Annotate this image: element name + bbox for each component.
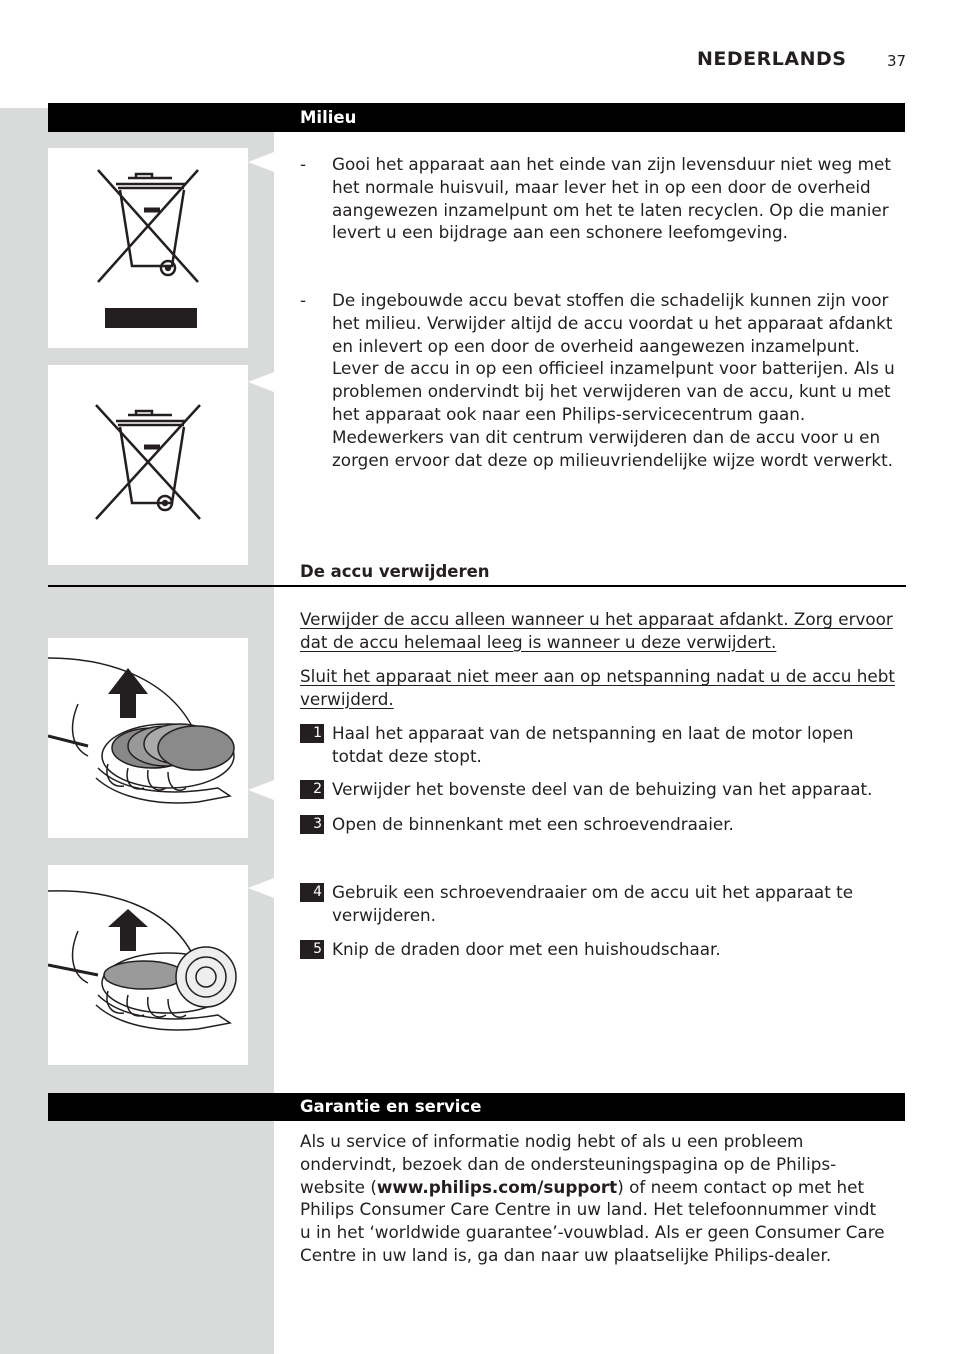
- accu-warning-1: Verwijder de accu alleen wanneer u het apparaat afdankt. Zorg ervoor dat de accu helemaal leeg is wanneer u deze verwijdert.: [300, 609, 893, 652]
- weee-figure: [48, 148, 248, 348]
- step-text: Knip de draden door met een huishoudschaar.: [332, 939, 721, 959]
- step-number: 1: [300, 724, 324, 743]
- figure-pointer: [248, 878, 274, 898]
- crossed-out-wheelie-bin-icon: [48, 148, 248, 348]
- shaver-remove-battery-illustration: [48, 865, 248, 1065]
- milieu-item-1: [300, 153, 895, 244]
- step-number: 2: [300, 780, 324, 799]
- page-number: 37: [887, 52, 907, 70]
- accu-heading-rule: [48, 585, 906, 587]
- milieu-item-1-text: Gooi het apparaat aan het einde van zijn levensduur niet weg met het normale huisvuil, maar lever het in op een door de overheid aangewezen inzamelpunt om het te laten recyclen. Op die manier levert u een bijdrage aan een schonere leefomgeving.: [332, 154, 891, 243]
- milieu-heading: Milieu: [300, 108, 357, 127]
- step-4: [300, 881, 900, 927]
- step-text: Open de binnenkant met een schroevendraaier.: [332, 814, 734, 834]
- accu-warning-2: Sluit het apparaat niet meer aan op netspanning nadat u de accu hebt verwijderd.: [300, 666, 895, 709]
- step-text: Haal het apparaat van de netspanning en laat de motor lopen totdat deze stopt.: [332, 723, 854, 766]
- battery-figure: [48, 365, 248, 565]
- milieu-item-2: [300, 289, 895, 471]
- language-header: NEDERLANDS: [697, 48, 847, 70]
- accu-heading: De accu verwijderen: [300, 562, 490, 581]
- garantie-text-before: Als u service of informatie nodig hebt of als u een probleem ondervindt, bezoek dan de ondersteuningspagina op de Philips-website (: [300, 1131, 837, 1197]
- step-text: Verwijder het bovenste deel van de behuizing van het apparaat.: [332, 779, 873, 799]
- step-number: 4: [300, 883, 324, 902]
- garantie-heading: Garantie en service: [300, 1097, 482, 1116]
- step-number: 5: [300, 940, 324, 959]
- step-text: Gebruik een schroevendraaier om de accu uit het apparaat te verwijderen.: [332, 882, 854, 925]
- figure-pointer: [248, 152, 274, 172]
- garantie-paragraph: [300, 1130, 890, 1267]
- list-dash: -: [300, 290, 307, 310]
- garantie-text-after: ) of neem contact op met het Philips Consumer Care Centre in uw land. Het telefoonnummer vindt u in het ‘worldwide guarantee’-vouwblad. Als er geen Consumer Care Centre in uw land is, ga dan naar uw plaatselijke Philips-dealer.: [300, 1176, 885, 1265]
- step-number: 3: [300, 815, 324, 834]
- step-1: [300, 722, 900, 768]
- step-figure-1: [48, 638, 248, 838]
- crossed-out-battery-bin-icon: [48, 365, 248, 565]
- milieu-heading-bar: [48, 103, 905, 132]
- support-url: www.philips.com/support: [376, 1176, 618, 1197]
- shaver-lift-cover-illustration: [48, 638, 248, 838]
- step-3: [300, 813, 900, 836]
- list-dash: -: [300, 154, 307, 174]
- milieu-item-2-text: De ingebouwde accu bevat stoffen die schadelijk kunnen zijn voor het milieu. Verwijder altijd de accu voordat u het apparaat afdankt en inlevert op een door de overheid aangewezen inzamelpunt. Lever de accu in op een officieel inzamelpunt voor batterijen. Als u problemen ondervindt bij het verwijderen van de accu, kunt u met het apparaat ook naar een Philips-servicecentrum gaan. Medewerkers van dit centrum verwijderen dan de accu voor u en zorgen ervoor dat deze op milieuvriendelijke wijze wordt verwerkt.: [332, 290, 895, 470]
- step-5: [300, 938, 900, 961]
- figure-pointer: [248, 372, 274, 392]
- step-figure-2: [48, 865, 248, 1065]
- figure-pointer: [248, 780, 274, 800]
- step-2: [300, 778, 900, 801]
